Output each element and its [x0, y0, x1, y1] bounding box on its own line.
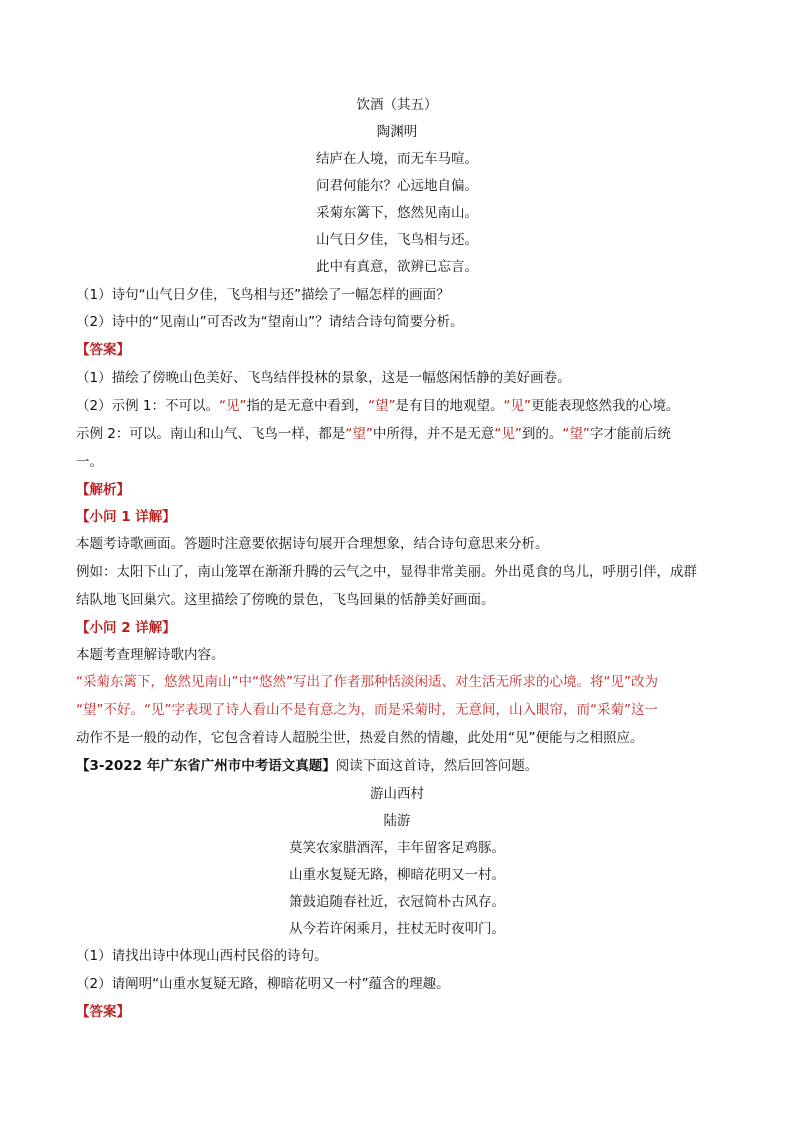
text-span: 是有目的地观望。 — [395, 398, 504, 414]
sub1-line: 本题考诗歌画面。答题时注意要依据诗句展开合理想象，结合诗句意思来分析。 — [76, 536, 549, 552]
sub1-line: 例如：太阳下山了，南山笼罩在渐渐升腾的云气之中，显得非常美丽。外出觅食的鸟儿，呼朋引伴，成群 — [76, 564, 697, 580]
poem1-line: 此中有真意，欲辨已忘言。 — [316, 259, 478, 275]
poem1-line: 山气日夕佳，飞鸟相与还。 — [316, 232, 478, 248]
question1-2: （2）诗中的“见南山”可否改为“望南山”？请结合诗句简要分析。 — [76, 314, 464, 330]
poem2-line: 莫笑农家腊酒浑，丰年留客足鸡豚。 — [289, 840, 505, 856]
sub2-last-line: 动作不是一般的动作，它包含着诗人超脱尘世，热爱自然的情趣，此处用“见”便能与之相照应。 — [76, 730, 644, 746]
text-span: 字才能前后统 — [589, 426, 671, 442]
poem2-line: 箫鼓追随春社近，衣冠简朴古风存。 — [289, 894, 505, 910]
poem2-title: 游山西村 — [370, 786, 424, 802]
text-span: （2）示例 1：不可以。 — [76, 398, 219, 414]
answer1-line2 — [76, 397, 679, 415]
section2-rest: 阅读下面这首诗，然后回答问题。 — [335, 758, 539, 774]
sub2-red-line: “望”不好。“见”字表现了诗人看山不是有意之为，而是采菊时，无意间，山入眼帘，而“采菊”这一 — [76, 702, 658, 718]
poem1-line: 问君何能尔？心远地自偏。 — [316, 178, 478, 194]
quote-wang: “望” — [345, 426, 373, 442]
poem2-author: 陆游 — [383, 813, 411, 829]
quote-wang: “望” — [562, 426, 590, 442]
poem1-author: 陶渊明 — [376, 124, 418, 140]
sub2-label: 【小问 2 详解】 — [76, 620, 176, 636]
question2-2: （2）请阐明“山重水复疑无路，柳暗花明又一村”蕴含的理趣。 — [76, 976, 450, 992]
quote-jian: “见” — [494, 426, 522, 442]
poem1-line: 采菊东篱下，悠然见南山。 — [316, 205, 478, 221]
quote-jian: “见” — [218, 398, 247, 414]
sub2-intro: 本题考查理解诗歌内容。 — [76, 647, 225, 663]
answer2-label: 【答案】 — [76, 1004, 130, 1020]
question1-1: （1）诗句“山气日夕佳，飞鸟相与还”描绘了一幅怎样的画面？ — [76, 287, 450, 303]
sub2-red-line: “采菊东篱下，悠然见南山”中“悠然”写出了作者那种恬淡闲适、对生活无所求的心境。将“见”改为 — [76, 674, 658, 690]
quote-wang: “望” — [367, 398, 396, 414]
answer1-line1: （1）描绘了傍晚山色美好、飞鸟结伴投林的景象，这是一幅悠闲恬静的美好画卷。 — [76, 370, 571, 386]
poem2-line: 从今若许闲乘月，拄杖无时夜叩门。 — [289, 921, 505, 937]
poem1-line: 结庐在人境，而无车马喧。 — [316, 151, 478, 167]
answer1-line4: 一。 — [76, 454, 103, 470]
text-span: 指的是无意中看到， — [246, 398, 368, 414]
text-span: 中所得，并不是无意 — [372, 426, 495, 442]
quote-jian: “见” — [503, 398, 531, 414]
question2-1: （1）请找出诗中体现山西村民俗的诗句。 — [76, 948, 328, 964]
sub1-line: 结队地飞回巢穴。这里描绘了傍晚的景色，飞鸟回巢的恬静美好画面。 — [76, 592, 495, 608]
poem2-line: 山重水复疑无路，柳暗花明又一村。 — [289, 867, 505, 883]
answer1-line3 — [76, 425, 671, 443]
section2-tag: 【3-2022 年广东省广州市中考语文真题】 — [76, 758, 336, 774]
text-span: 到的。 — [521, 426, 563, 442]
poem1-title: 饮酒（其五） — [356, 97, 438, 113]
section2-heading — [76, 757, 538, 775]
text-span: 更能表现悠然我的心境。 — [530, 398, 680, 414]
analysis-label: 【解析】 — [76, 482, 130, 498]
text-span: 示例 2：可以。南山和山气、飞鸟一样，都是 — [76, 426, 346, 442]
answer-label: 【答案】 — [76, 342, 130, 358]
sub1-label: 【小问 1 详解】 — [76, 509, 176, 525]
